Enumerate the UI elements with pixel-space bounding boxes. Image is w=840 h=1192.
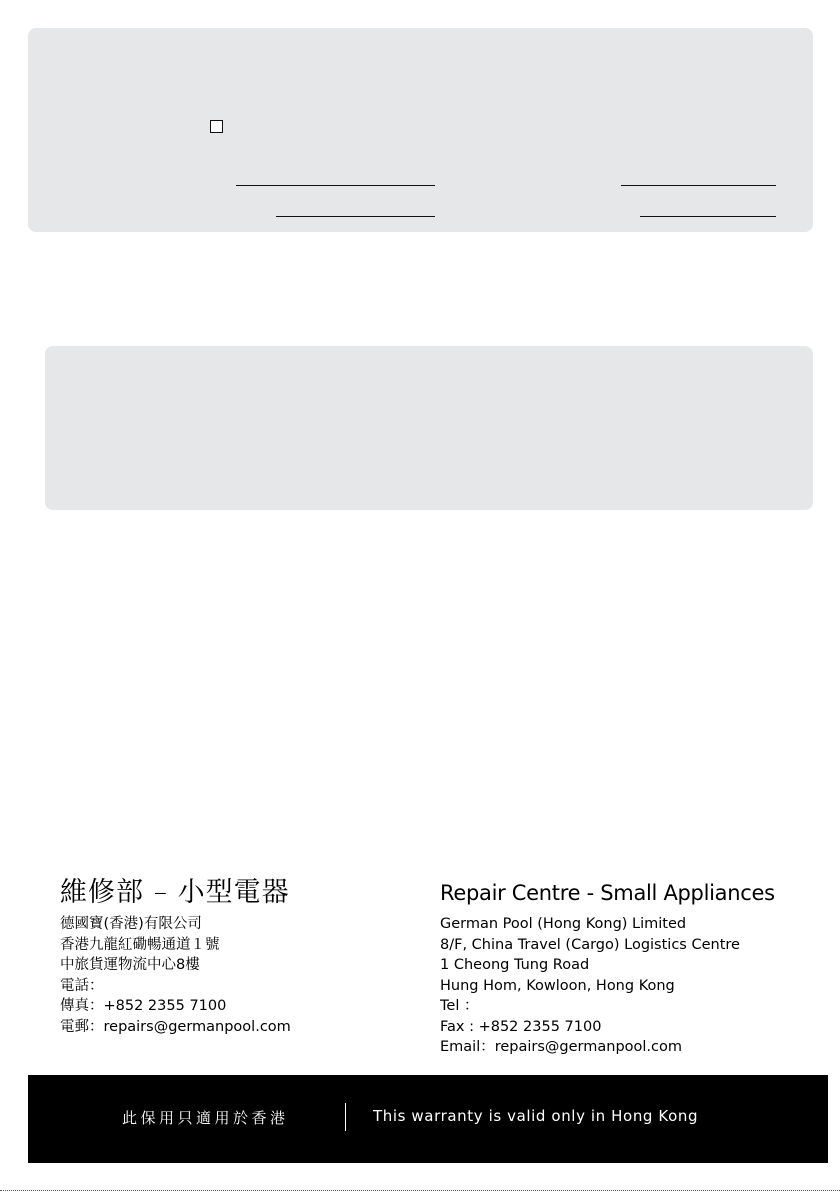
tel-en: Tel ： <box>440 998 479 1014</box>
address-line-en: Hung Hom, Kowloon, Hong Kong <box>440 977 675 994</box>
company-name-en: German Pool (Hong Kong) Limited <box>440 916 687 932</box>
tel-zh: 電話： <box>60 977 104 994</box>
repair-centre-zh <box>60 876 291 1037</box>
fax-en: Fax : +852 2355 7100 <box>440 1018 602 1035</box>
form-panel-top <box>28 28 813 232</box>
email-zh: 電郵：repairs@germanpool.com <box>60 1018 291 1035</box>
email-en: Email：repairs@germanpool.com <box>440 1039 683 1055</box>
cut-line <box>0 1190 840 1191</box>
address-line-en: 1 Cheong Tung Road <box>440 957 590 973</box>
repair-centre-heading-en: Repair Centre - Small Appliances <box>440 881 775 905</box>
address-line-zh: 香港九龍紅磡暢通道１號 <box>60 936 220 953</box>
address-line-zh: 中旅貨運物流中心8樓 <box>60 957 200 973</box>
address-line-en: 8/F, China Travel (Cargo) Logistics Centre <box>440 936 740 953</box>
warranty-footer <box>28 1075 828 1163</box>
repair-centre-heading-zh: 維修部 – 小型電器 <box>60 877 290 908</box>
warranty-note-zh: 此保用只適用於香港 <box>122 1109 289 1127</box>
blank-line[interactable] <box>276 216 435 217</box>
blank-line[interactable] <box>621 185 776 186</box>
repair-centre-en <box>440 876 775 1058</box>
blank-line[interactable] <box>236 185 435 186</box>
warranty-note-en: This warranty is valid only in Hong Kong <box>373 1107 699 1125</box>
blank-line[interactable] <box>640 216 776 217</box>
fax-zh: 傳真：+852 2355 7100 <box>60 998 227 1014</box>
form-panel-middle <box>45 346 813 510</box>
company-name-zh: 德國寶(香港)有限公司 <box>60 916 202 932</box>
checkbox[interactable] <box>210 120 223 133</box>
divider <box>345 1103 346 1131</box>
